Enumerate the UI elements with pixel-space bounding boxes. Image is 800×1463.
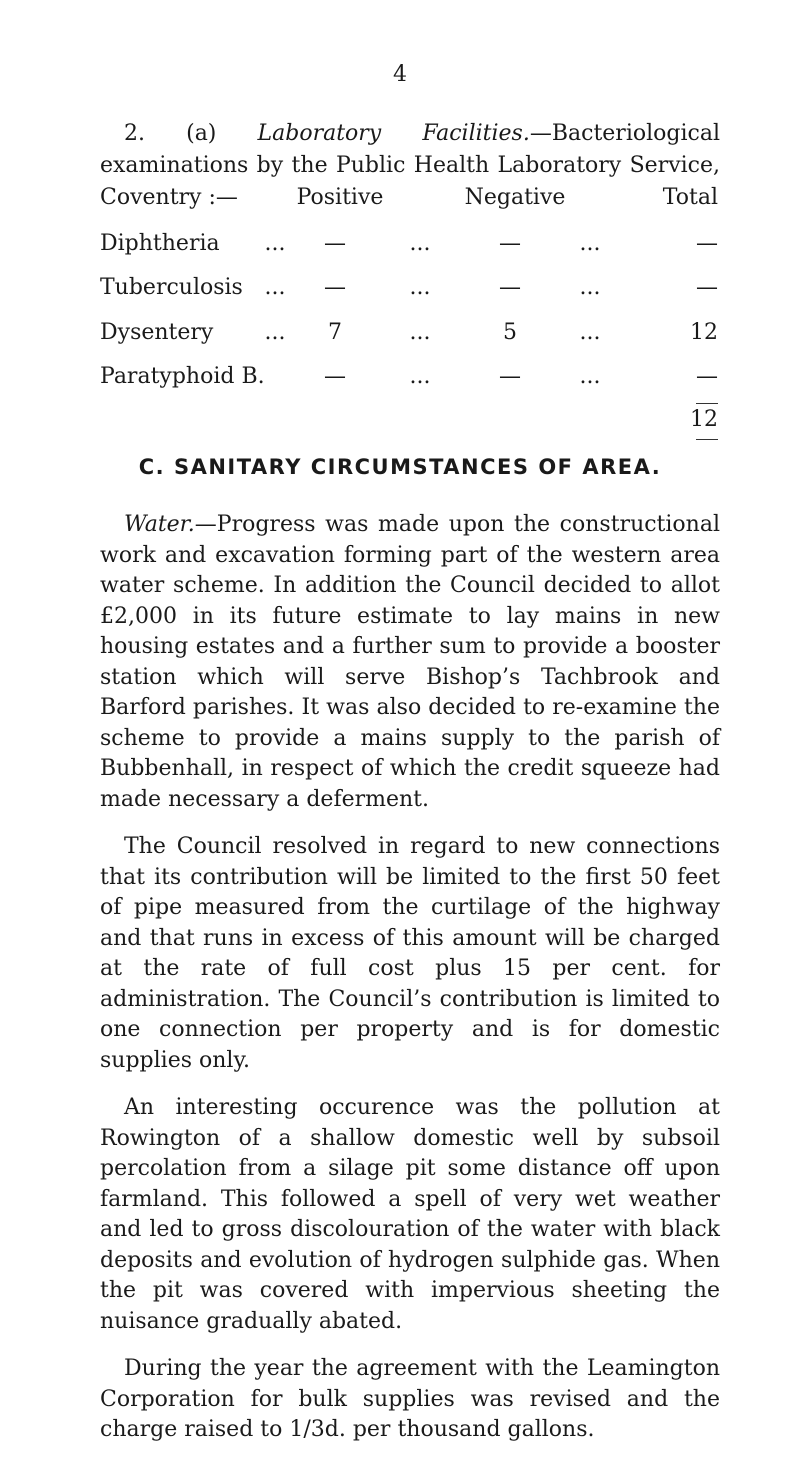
paragraph-connections: The Council resolved in regard to new connections that its contribution will be limited to the first 50 feet of pipe measured from the curtilage of the highway and that runs in excess of this amount will be charged at the rate of full cost plus 15 per cent. for administration. The Council’s contribution is limited to one connection per property and is for domestic supplies only. [100,834,720,1073]
cell-negative: 5 [503,320,517,345]
leader-dots: ... [579,364,601,389]
leader-dots: ... [409,320,431,345]
header-total: Total [662,185,718,210]
grand-total: 12 [690,407,718,432]
cell-negative: — [499,231,521,256]
water-lead: Water. [124,512,195,537]
row-label: Diphtheria [100,231,220,256]
leader-dots: ... [264,275,286,300]
cell-positive: — [324,275,346,300]
page-number: 4 [393,62,407,87]
intro-paragraph [100,118,720,214]
cell-positive: — [324,231,346,256]
leader-dots: ... [264,320,286,345]
intro-text: —Bacteriological examinations by the Public Health Laboratory Service, Coventry :— [100,121,720,210]
leader-dots: ... [579,320,601,345]
header-positive: Positive [296,185,384,210]
leader-dots: ... [409,364,431,389]
cell-positive: 7 [328,320,342,345]
leader-dots: ... [409,231,431,256]
cell-negative: — [499,275,521,300]
paragraph-water [100,510,720,815]
paragraph-pollution: An interesting occurence was the pollution at Rowington of a shallow domestic well by subsoil percolation from a silage pit some distance off upon farmland. This followed a spell of very wet weather and led to gross discolouration of the water with black deposits and evolution of hydrogen sulphide gas. When the pit was covered with impervious sheeting the nuisance gradually abated. [100,1095,720,1334]
cell-negative: — [499,364,521,389]
row-label: Paratyphoid B. [100,364,265,389]
cell-total: — [696,275,718,300]
sub-item: (a) [186,121,217,146]
cell-total: 12 [690,320,718,345]
intro-heading: Laboratory Facilities. [257,121,530,146]
leader-dots: ... [264,231,286,256]
row-label: Dysentery [100,320,214,345]
header-negative: Negative [464,185,566,210]
cell-total: — [696,364,718,389]
total-rule-top [696,403,718,404]
paragraph-bulk-supplies: During the year the agreement with the Leamington Corporation for bulk supplies was revised and the charge raised to 1/3d. per thousand gallons. [100,1356,720,1442]
leader-dots: ... [579,231,601,256]
row-label: Tuberculosis [100,275,243,300]
cell-positive: — [324,364,346,389]
section-heading: C. SANITARY CIRCUMSTANCES OF AREA. [138,455,662,479]
paragraph-text: —Progress was made upon the constructional work and excavation forming part of the western area water scheme. In addition the Council decided to allot £2,000 in its future estimate to lay mains in new housing estates and a further sum to provide a booster station which will serve Bishop’s Tachbrook and Barford parishes. It was also decided to re-examine the scheme to provide a mains supply to the parish of Bubbenhall, in respect of which the credit squeeze had made necessary a deferment. [100,512,720,812]
item-number: 2. [124,121,145,146]
leader-dots: ... [579,275,601,300]
total-rule-bottom [696,439,718,440]
cell-total: — [696,231,718,256]
leader-dots: ... [409,275,431,300]
section-body [100,510,720,1463]
